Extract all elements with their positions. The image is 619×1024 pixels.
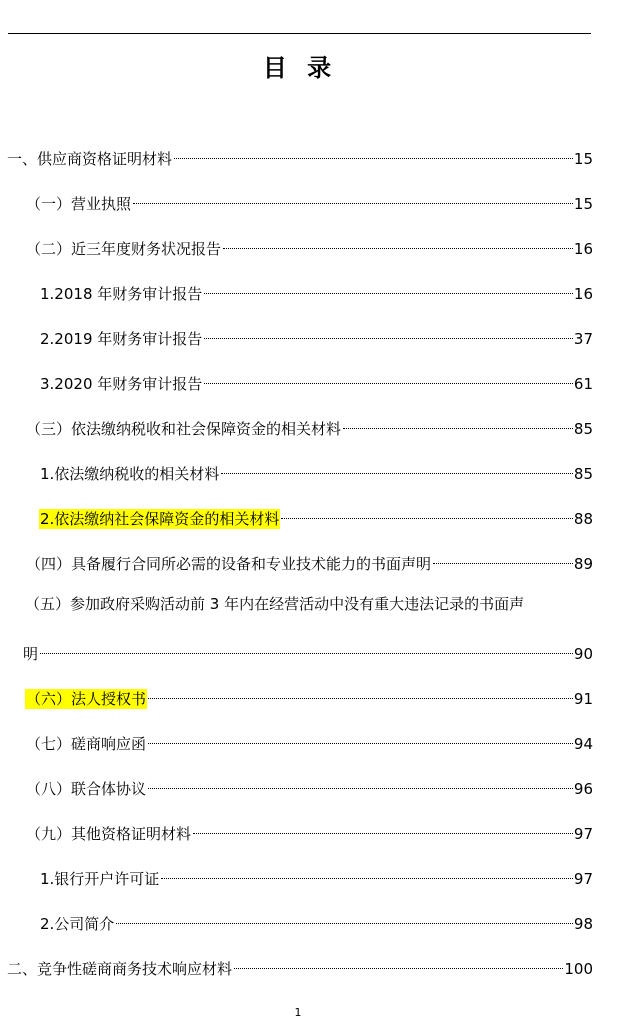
toc-entry[interactable] — [6, 954, 593, 979]
toc-entry-page: 94 — [573, 735, 593, 753]
toc-entry-label: 1.依法缴纳税收的相关材料 — [40, 465, 220, 483]
toc-entry[interactable] — [39, 864, 593, 889]
toc-entry-page: 100 — [564, 960, 593, 978]
dot-leader — [116, 909, 573, 929]
toc-entry-page: 97 — [573, 870, 593, 888]
toc-entry-page: 88 — [573, 510, 593, 528]
toc-entry-label: 2.依法缴纳社会保障资金的相关材料 — [40, 510, 280, 528]
toc-entry-page: 98 — [573, 915, 593, 933]
toc-entry[interactable] — [25, 549, 593, 574]
toc-entry-label: （五）参加政府采购活动前 3 年内在经营活动中没有重大违法记录的书面声 — [25, 595, 525, 613]
toc-entry[interactable] — [39, 279, 593, 304]
toc-entry-label: （四）具备履行合同所必需的设备和专业技术能力的书面声明 — [26, 555, 432, 573]
dot-leader — [204, 279, 573, 299]
toc-entry-page: 91 — [573, 690, 593, 708]
toc-entry[interactable] — [22, 639, 593, 664]
toc-entry-page: 61 — [573, 375, 593, 393]
dot-leader — [433, 549, 573, 569]
dot-leader — [204, 324, 573, 344]
dot-leader — [234, 954, 563, 974]
toc-entry[interactable] — [25, 819, 593, 844]
toc-entry-page: 16 — [573, 285, 593, 303]
toc-entry[interactable] — [6, 144, 593, 169]
dot-leader — [221, 459, 573, 479]
toc-entry-page: 85 — [573, 420, 593, 438]
dot-leader — [133, 189, 573, 209]
toc-entry-page: 85 — [573, 465, 593, 483]
toc-entry-label: （六）法人授权书 — [26, 690, 147, 708]
toc-entry[interactable] — [25, 774, 593, 799]
toc-entry-label: 1.2018 年财务审计报告 — [40, 285, 203, 303]
toc-entry-page: 15 — [573, 195, 593, 213]
toc-entry[interactable] — [39, 459, 593, 484]
toc-entry-page: 16 — [573, 240, 593, 258]
toc-entry-label-wrapped[interactable] — [25, 594, 524, 614]
dot-leader — [40, 639, 573, 659]
toc-entry[interactable] — [39, 909, 593, 934]
toc-entry-label: 3.2020 年财务审计报告 — [40, 375, 203, 393]
toc-entry-label: 1.银行开户许可证 — [40, 870, 160, 888]
toc-entry-label: （三）依法缴纳税收和社会保障资金的相关材料 — [26, 420, 342, 438]
dot-leader — [193, 819, 573, 839]
toc-entry-label: （二）近三年度财务状况报告 — [26, 240, 222, 258]
toc-entry-label: 一、供应商资格证明材料 — [7, 150, 173, 168]
toc-entry-label: 2.2019 年财务审计报告 — [40, 330, 203, 348]
page-title: 目 录 — [262, 54, 338, 82]
toc-entry[interactable] — [39, 324, 593, 349]
toc-entry-label-continuation: 明 — [23, 645, 39, 663]
page-number: 1 — [294, 1006, 302, 1019]
toc-entry-label: 二、竞争性磋商商务技术响应材料 — [7, 960, 233, 978]
toc-entry-page: 90 — [573, 645, 593, 663]
dot-leader — [343, 414, 573, 434]
dot-leader — [148, 774, 573, 794]
header-rule — [8, 33, 591, 34]
dot-leader — [148, 684, 573, 704]
dot-leader — [148, 729, 573, 749]
toc-entry-label: 2.公司简介 — [40, 915, 115, 933]
toc-entry-page: 15 — [573, 150, 593, 168]
toc-entry[interactable] — [25, 414, 593, 439]
toc-entry-label: （八）联合体协议 — [26, 780, 147, 798]
toc-entry-page: 89 — [573, 555, 593, 573]
toc-entry-label: （九）其他资格证明材料 — [26, 825, 192, 843]
dot-leader — [174, 144, 573, 164]
toc-entry[interactable] — [25, 189, 593, 214]
toc-entry-highlighted[interactable] — [39, 504, 593, 529]
toc-entry[interactable] — [39, 369, 593, 394]
dot-leader — [161, 864, 573, 884]
toc-entry-page: 37 — [573, 330, 593, 348]
dot-leader — [223, 234, 573, 254]
toc-entry-page: 97 — [573, 825, 593, 843]
toc-entry[interactable] — [25, 729, 593, 754]
toc-entry-page: 96 — [573, 780, 593, 798]
toc-entry-label: （一）营业执照 — [26, 195, 132, 213]
toc-entry-label: （七）磋商响应函 — [26, 735, 147, 753]
dot-leader — [204, 369, 573, 389]
toc-entry-highlighted[interactable] — [25, 684, 593, 709]
toc-entry[interactable] — [25, 234, 593, 259]
dot-leader — [281, 504, 573, 524]
